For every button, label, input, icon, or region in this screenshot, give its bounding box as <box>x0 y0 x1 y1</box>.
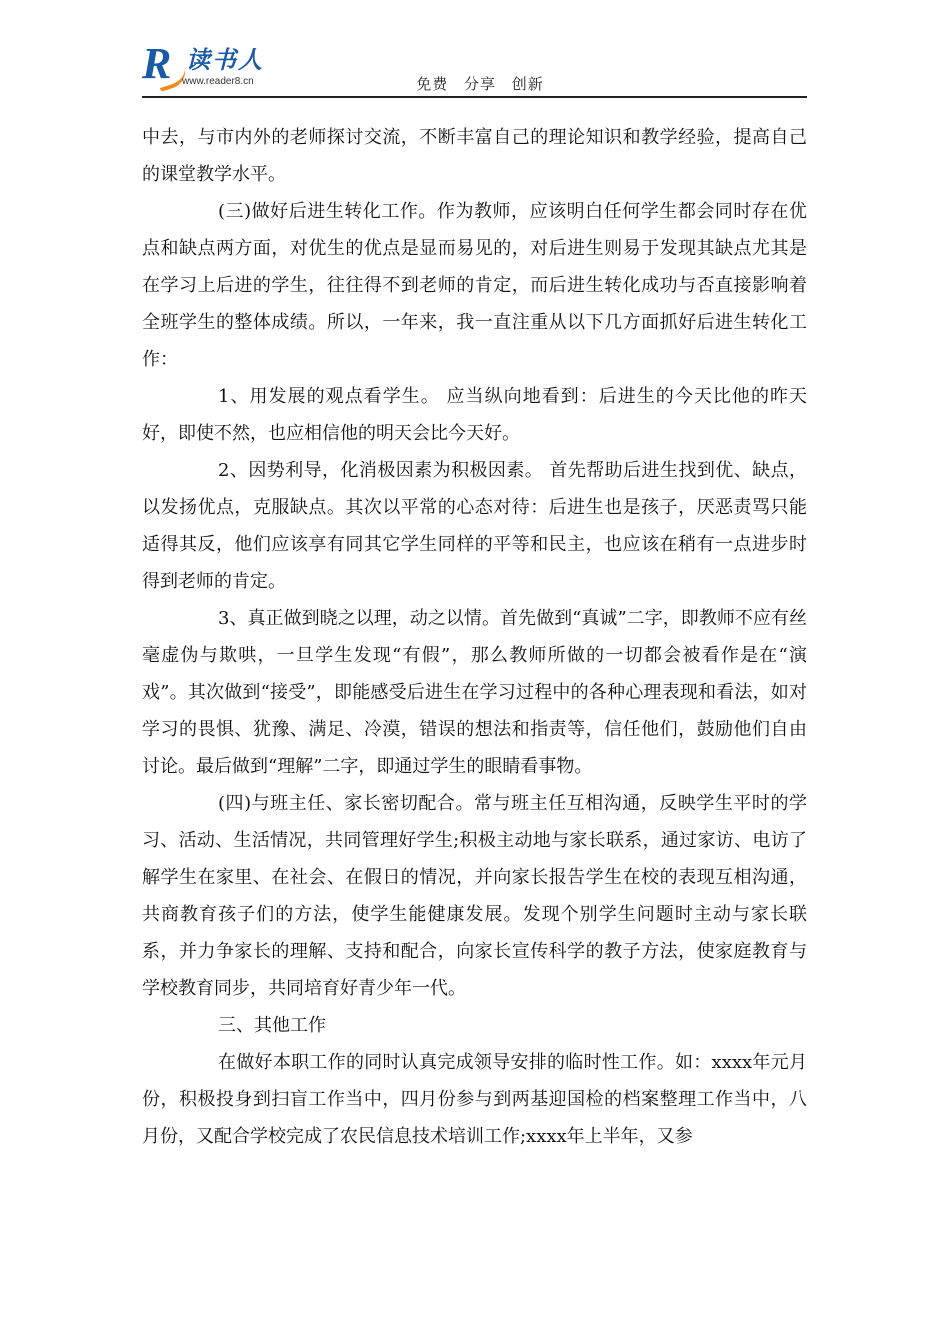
logo-chinese-text: 读书人 <box>186 46 264 74</box>
document-body <box>142 119 807 1155</box>
header-divider <box>142 96 807 98</box>
logo-url-text: www.reader8.cn <box>182 76 254 87</box>
paragraph-section-4: (四)与班主任、家长密切配合。常与班主任互相沟通，反映学生平时的学习、活动、生活情况，共同管理好学生;积极主动地与家长联系，通过家访、电访了解学生在家里、在社会、在假日的情况，并向家长报告学生在校的表现互相沟通，共商教育孩子们的方法，使学生能健康发展。发现个别学生问题时主动与家长联系，并力争家长的理解、支持和配合，向家长宣传科学的教子方法，使家庭教育与学校教育同步，共同培育好青少年一代。 <box>142 793 807 999</box>
page-header <box>0 0 950 100</box>
paragraph-item-3: 3、真正做到晓之以理，动之以情。首先做到“真诚”二字，即教师不应有丝毫虚伪与欺哄，一旦学生发现“有假”，那么教师所做的一切都会被看作是在“演戏”。其次做到“接受”，即能感受后进生在学习过程中的各种心理表现和看法，如对学习的畏惧、犹豫、满足、冷漠，错误的想法和指责等，信任他们，鼓励他们自由讨论。最后做到“理解”二字，即通过学生的眼睛看事物。 <box>142 608 807 777</box>
paragraph-continuation: 中去，与市内外的老师探讨交流，不断丰富自己的理论知识和教学经验，提高自己的课堂教学水平。 <box>142 127 807 185</box>
header-tagline: 免费 分享 创新 <box>416 75 544 93</box>
paragraph-item-1: 1、用发展的观点看学生。 应当纵向地看到：后进生的今天比他的昨天好，即使不然，也应相信他的明天会比今天好。 <box>142 386 807 444</box>
paragraph-other-work: 在做好本职工作的同时认真完成领导安排的临时性工作。如：xxxx年元月份，积极投身到扫盲工作当中，四月份参与到两基迎国检的档案整理工作当中，八月份，又配合学校完成了农民信息技术培训工作;xxxx年上半年，又参 <box>142 1052 807 1147</box>
paragraph-item-2: 2、因势利导，化消极因素为积极因素。 首先帮助后进生找到优、缺点，以发扬优点，克服缺点。其次以平常的心态对待：后进生也是孩子，厌恶责骂只能适得其反，他们应该享有同其它学生同样的平等和民主，也应该在稍有一点进步时得到老师的肯定。 <box>142 460 807 592</box>
paragraph-section-3: (三)做好后进生转化工作。作为教师，应该明白任何学生都会同时存在优点和缺点两方面，对优生的优点是显而易见的，对后进生则易于发现其缺点尤其是在学习上后进的学生，往往得不到老师的肯定，而后进生转化成功与否直接影响着全班学生的整体成绩。所以，一年来，我一直注重从以下几方面抓好后进生转化工作： <box>142 201 807 370</box>
reader8-logo[interactable] <box>142 39 292 94</box>
section-heading-other-work: 三、其他工作 <box>218 1015 326 1036</box>
logo-r-mark: R <box>142 39 172 88</box>
